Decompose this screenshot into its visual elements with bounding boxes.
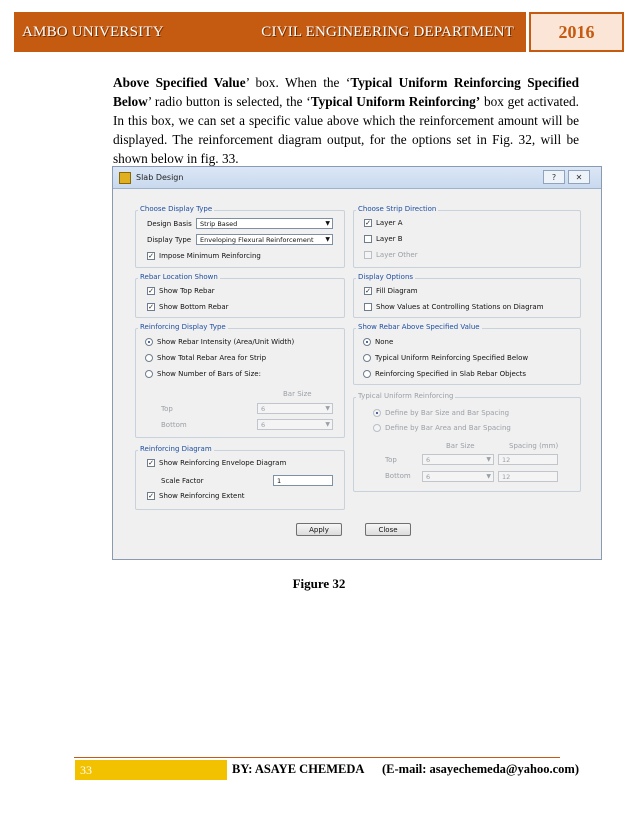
term-typical-specified-below: Typical Uniform Reinforcing Specified Below (113, 75, 579, 109)
check-icon: ✓ (365, 219, 371, 227)
apply-button[interactable]: Apply (296, 523, 342, 536)
show-top-rebar-label: Show Top Rebar (159, 287, 215, 295)
radio-empty (145, 354, 153, 362)
show-values-checkbox[interactable] (364, 303, 544, 311)
define-bar-size-label: Define by Bar Size and Bar Spacing (385, 409, 510, 417)
body-paragraph (113, 73, 579, 168)
bottom-bar-label: Bottom (161, 421, 187, 429)
none-radio[interactable] (363, 338, 393, 346)
header-band (14, 12, 529, 52)
reinforcing-extent-label: Show Reinforcing Extent (159, 492, 245, 500)
rebar-intensity-radio[interactable] (145, 338, 294, 346)
fill-diagram-checkbox[interactable] (364, 287, 418, 295)
define-bar-area-label: Define by Bar Area and Bar Spacing (385, 424, 511, 432)
header-year: 2016 (529, 12, 624, 52)
close-button[interactable]: Close (365, 523, 411, 536)
radio-empty (145, 370, 153, 378)
bottom-bar-size-value: 6 (261, 420, 266, 429)
design-basis-value: Strip Based (200, 219, 238, 228)
total-rebar-label: Show Total Rebar Area for Strip (157, 354, 267, 362)
app-icon (119, 172, 131, 184)
check-icon: ✓ (148, 492, 154, 500)
radio-selected (145, 338, 153, 346)
footer-rule (74, 757, 560, 758)
radio-empty (363, 370, 371, 378)
chevron-down-icon: ▼ (486, 473, 491, 480)
define-bar-area-radio[interactable] (373, 424, 511, 432)
check-icon: ✓ (148, 459, 154, 467)
figure-caption: Figure 32 (292, 576, 346, 591)
layer-b-checkbox[interactable] (364, 235, 403, 243)
check-icon: ✓ (148, 252, 154, 260)
envelope-diagram-label: Show Reinforcing Envelope Diagram (159, 459, 287, 467)
number-bars-label: Show Number of Bars of Size: (157, 370, 261, 378)
group-title: Rebar Location Shown (140, 273, 218, 281)
impose-min-label: Impose Minimum Reinforcing (159, 252, 261, 260)
group-title: Show Rebar Above Specified Value (358, 323, 480, 331)
fill-diagram-label: Fill Diagram (376, 287, 418, 295)
slab-rebar-objects-label: Reinforcing Specified in Slab Rebar Objects (375, 370, 527, 378)
group-title: Choose Strip Direction (358, 205, 437, 213)
close-icon[interactable]: ✕ (568, 170, 590, 184)
chevron-down-icon: ▼ (325, 405, 330, 412)
radio-selected (363, 338, 371, 346)
radio-empty (363, 354, 371, 362)
bottom-bar-size-select[interactable] (257, 419, 333, 430)
design-basis-label: Design Basis (147, 220, 192, 228)
check-icon: ✓ (365, 287, 371, 295)
bar-size-header: Bar Size (446, 442, 475, 450)
show-bottom-rebar-checkbox[interactable] (147, 303, 228, 311)
term-typical-uniform: Typical Uniform Reinforcing’ (310, 94, 481, 109)
dialog-title: Slab Design (136, 173, 184, 182)
radio-selected (373, 409, 381, 417)
scale-factor-label: Scale Factor (161, 477, 204, 485)
term-above-specified: Above Specified Value (113, 75, 246, 90)
rebar-intensity-label: Show Rebar Intensity (Area/Unit Width) (157, 338, 295, 346)
help-button[interactable]: ? (543, 170, 565, 184)
checkbox-empty (364, 251, 372, 259)
checkbox-empty (364, 235, 372, 243)
number-bars-radio[interactable] (145, 370, 261, 378)
footer-author: BY: ASAYE CHEMEDA (232, 762, 365, 776)
layer-a-checkbox[interactable] (364, 219, 403, 227)
typical-top-label: Top (385, 456, 397, 464)
chevron-down-icon: ▼ (325, 421, 330, 428)
design-basis-select[interactable] (196, 218, 333, 229)
group-title: Reinforcing Diagram (140, 445, 212, 453)
layer-b-label: Layer B (376, 235, 403, 243)
dialog-titlebar (113, 167, 601, 189)
top-bar-size-select[interactable] (257, 403, 333, 414)
top-bar-size-value: 6 (261, 404, 266, 413)
show-values-label: Show Values at Controlling Stations on Diagram (376, 303, 544, 311)
group-title: Choose Display Type (140, 205, 213, 213)
typical-top-size-select[interactable] (422, 454, 494, 465)
check-icon: ✓ (148, 287, 154, 295)
typical-bottom-spacing-input[interactable]: 12 (498, 471, 558, 482)
chevron-down-icon: ▼ (325, 236, 330, 243)
para-text-2: ’ radio button is selected, the ‘ (147, 94, 311, 109)
typical-uniform-label: Typical Uniform Reinforcing Specified Below (375, 354, 529, 362)
chevron-down-icon: ▼ (486, 456, 491, 463)
typical-top-size-value: 6 (426, 455, 431, 464)
scale-factor-input[interactable]: 1 (273, 475, 333, 486)
show-top-rebar-checkbox[interactable] (147, 287, 215, 295)
chevron-down-icon: ▼ (325, 220, 330, 227)
show-bottom-rebar-label: Show Bottom Rebar (159, 303, 229, 311)
display-type-value: Enveloping Flexural Reinforcement (200, 235, 314, 244)
layer-other-label: Layer Other (376, 251, 418, 259)
group-title: Reinforcing Display Type (140, 323, 226, 331)
bar-size-header: Bar Size (283, 390, 312, 398)
para-text-3: box get activated. In this box, we can set a specific value above which the reinforcement amount will be displayed. The reinforcement diagram output, for the options set in Fig. 32, will be shown below in fig. 33. (113, 94, 579, 166)
layer-a-label: Layer A (376, 219, 403, 227)
page-header (14, 12, 624, 52)
none-label: None (375, 338, 394, 346)
page-number: 33 (75, 760, 227, 780)
footer-email: (E-mail: asayechemeda@yahoo.com) (382, 762, 580, 776)
group-title: Typical Uniform Reinforcing (358, 392, 454, 400)
typical-bottom-size-value: 6 (426, 472, 431, 481)
check-icon: ✓ (148, 303, 154, 311)
slab-rebar-objects-radio[interactable] (363, 370, 526, 378)
university-name: AMBO UNIVERSITY (22, 23, 164, 40)
top-bar-label: Top (161, 405, 173, 413)
group-title: Display Options (358, 273, 414, 281)
display-type-label: Display Type (147, 236, 192, 244)
department-name: CIVIL ENGINEERING DEPARTMENT (261, 23, 514, 40)
typical-bottom-label: Bottom (385, 472, 411, 480)
total-rebar-radio[interactable] (145, 354, 266, 362)
radio-empty (373, 424, 381, 432)
layer-other-checkbox[interactable] (364, 251, 418, 259)
reinforcing-extent-checkbox[interactable] (147, 492, 245, 500)
impose-min-checkbox[interactable] (147, 252, 261, 260)
define-bar-size-radio[interactable] (373, 409, 509, 417)
slab-design-dialog (112, 166, 602, 560)
typical-bottom-size-select[interactable] (422, 471, 494, 482)
typical-top-spacing-input[interactable]: 12 (498, 454, 558, 465)
display-type-select[interactable] (196, 234, 333, 245)
group-rebar-location (135, 273, 345, 318)
spacing-header: Spacing (mm) (509, 442, 559, 450)
group-display-options (353, 273, 581, 318)
para-text-1: ’ box. When the ‘ (245, 75, 351, 90)
typical-uniform-radio[interactable] (363, 354, 528, 362)
envelope-diagram-checkbox[interactable] (147, 459, 286, 467)
checkbox-empty (364, 303, 372, 311)
